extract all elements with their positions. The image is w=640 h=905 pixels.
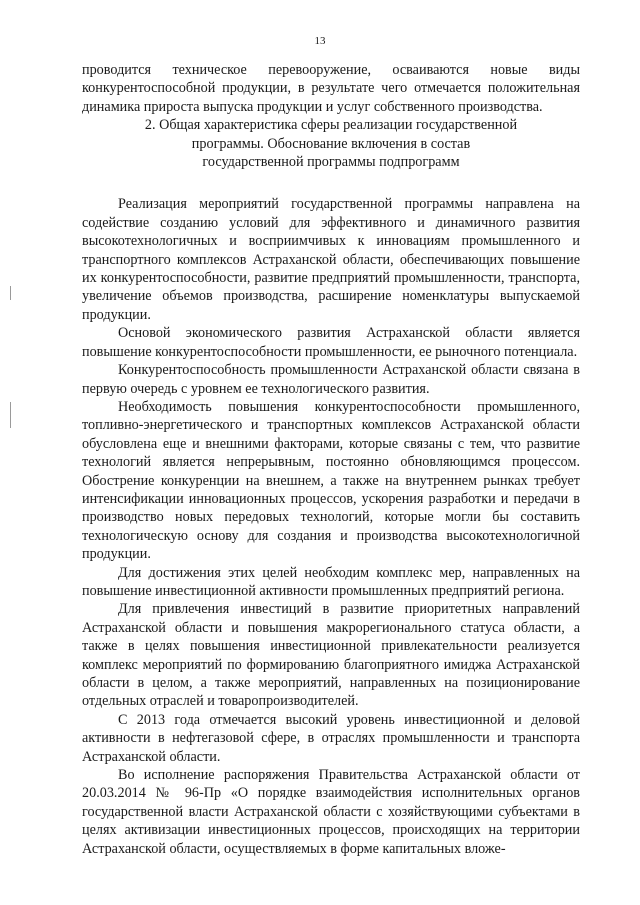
scan-margin-mark bbox=[10, 402, 11, 428]
body-paragraph: Реализация мероприятий государственной программы направлена на содействие созданию условий для эффективного и динамичного развития высокотехнологичных и восприимчивых к инновациям промышленного и транспортного комплексов Астраханской области, обеспечивающих повышение их конкурентоспособности, развитие предприятий промышленности, транспорта, увеличение объемов производства, расширение номенклатуры выпускаемой продукции. bbox=[82, 196, 580, 323]
section-heading-line: государственной программы подпрограмм bbox=[202, 154, 460, 171]
body-paragraph: Конкурентоспособность промышленности Астраханской области связана в первую очередь с уровнем ее технологического развития. bbox=[82, 362, 580, 397]
scan-margin-mark bbox=[10, 286, 11, 300]
body-paragraph: Основой экономического развития Астраханской области является повышение конкурентоспособности промышленности, ее рыночного потенциала. bbox=[82, 325, 580, 360]
body-paragraph: Во исполнение распоряжения Правительства Астраханской области от 20.03.2014 № 96-Пр «О порядке взаимодействия исполнительных органов государственной власти Астраханской области с хозяйствующими субъектами в целях активизации инвестиционных процессов, происходящих на территории Астраханской области, осуществляемых в форме капитальных вложе- bbox=[82, 767, 580, 857]
document-body bbox=[82, 61, 580, 858]
body-paragraph: Для привлечения инвестиций в развитие приоритетных направлений Астраханской области и повышения макрорегионального статуса области, а также в целях повышения инвестиционной привлекательности реализуется комплекс мероприятий по формированию благоприятного имиджа Астраханской области в целом, а также мероприятий, направленных на позиционирование отдельных отраслей и товаропроизводителей. bbox=[82, 601, 580, 710]
body-paragraph: С 2013 года отмечается высокий уровень инвестиционной и деловой активности в нефтегазовой сфере, в отраслях промышленности и транспорта Астраханской области. bbox=[82, 711, 580, 765]
section-heading-line: 2. Общая характеристика сферы реализации государственной bbox=[144, 117, 518, 134]
page-number: 13 bbox=[314, 35, 326, 47]
section-heading bbox=[82, 116, 580, 171]
body-paragraph: Для достижения этих целей необходим комплекс мер, направленных на повышение инвестиционной активности промышленных предприятий региона. bbox=[82, 564, 580, 599]
intro-paragraph: проводится техническое перевооружение, осваиваются новые виды конкурентоспособной продукции, в результате чего отмечается положительная динамика прироста выпуска продукции и услуг собственного производства. bbox=[82, 62, 580, 115]
body-paragraph: Необходимость повышения конкурентоспособности промышленного, топливно-энергетического и транспортных комплексов Астраханской области обусловлена еще и внешними факторами, которые связаны с тем, что развитие технологий является непрерывным, постоянно обновляющимся процессом. Обострение конкуренции на внешнем, а также на внутреннем рынках требует интенсификации инновационных процессов, ускорения разработки и передачи в производство новых передовых технологий, которые могли бы составить технологическую основу для создания и производства высокотехнологичной продукции. bbox=[82, 398, 580, 563]
section-heading-line: программы. Обоснование включения в состав bbox=[191, 135, 471, 152]
